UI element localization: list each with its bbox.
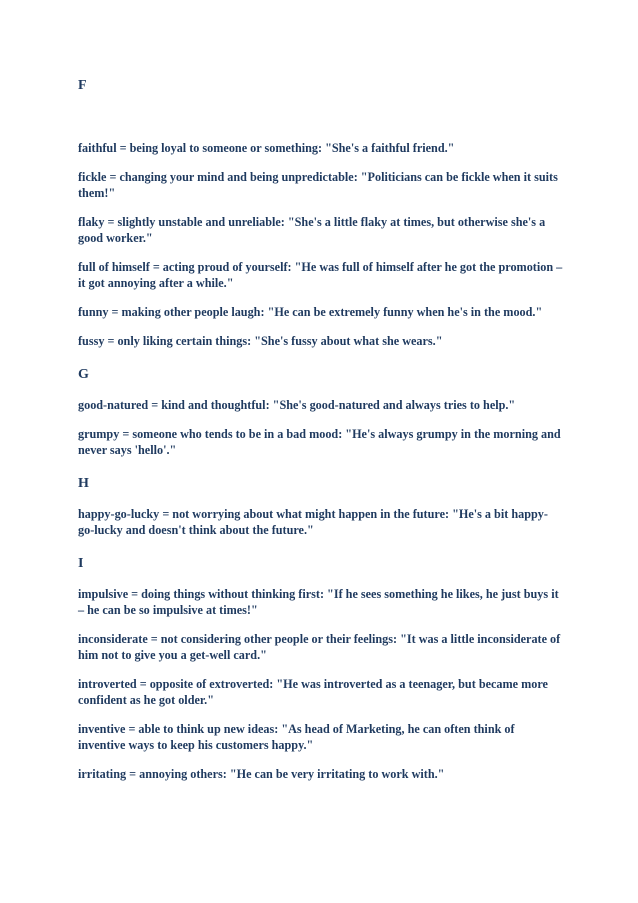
- document-page: [78, 78, 563, 795]
- section-letter: G: [78, 367, 89, 382]
- section-i: [78, 556, 563, 782]
- section-f: [78, 78, 563, 349]
- entry-flaky: flaky = slightly unstable and unreliable: "She's a little flaky at times, but otherwise she's a good worker.": [78, 215, 546, 245]
- entry-good-natured: good-natured = kind and thoughtful: "She's good-natured and always tries to help.": [78, 398, 516, 412]
- entry-faithful: faithful = being loyal to someone or something: "She's a faithful friend.": [78, 141, 455, 155]
- entry-introverted: introverted = opposite of extroverted: "He was introverted as a teenager, but became more confident as he got older.": [78, 677, 548, 707]
- entry-irritating: irritating = annoying others: "He can be very irritating to work with.": [78, 767, 445, 781]
- entry-inconsiderate: inconsiderate = not considering other people or their feelings: "It was a little inconsiderate of him not to give you a get-well card.": [78, 632, 561, 662]
- entry-inventive: inventive = able to think up new ideas: "As head of Marketing, he can often think of inventive ways to keep his customers happy.": [78, 722, 515, 752]
- entry-fickle: fickle = changing your mind and being unpredictable: "Politicians can be fickle when it suits them!": [78, 170, 558, 200]
- entry-funny: funny = making other people laugh: "He can be extremely funny when he's in the mood.": [78, 305, 543, 319]
- section-letter: F: [78, 78, 87, 93]
- entry-full-of-himself: full of himself = acting proud of yourself: "He was full of himself after he got the promotion – it got annoying after a while.": [78, 260, 563, 290]
- section-g: [78, 367, 563, 458]
- entry-grumpy: grumpy = someone who tends to be in a bad mood: "He's always grumpy in the morning and never says 'hello'.": [78, 427, 561, 457]
- entry-impulsive: impulsive = doing things without thinking first: "If he sees something he likes, he just buys it – he can be so impulsive at times!": [78, 587, 559, 617]
- entry-happy-go-lucky: happy-go-lucky = not worrying about what might happen in the future: "He's a bit happy-go-lucky and doesn't think about the future.": [78, 507, 548, 537]
- section-letter: I: [78, 556, 84, 571]
- section-letter: H: [78, 476, 89, 491]
- section-h: [78, 476, 563, 538]
- entry-fussy: fussy = only liking certain things: "She's fussy about what she wears.": [78, 334, 443, 348]
